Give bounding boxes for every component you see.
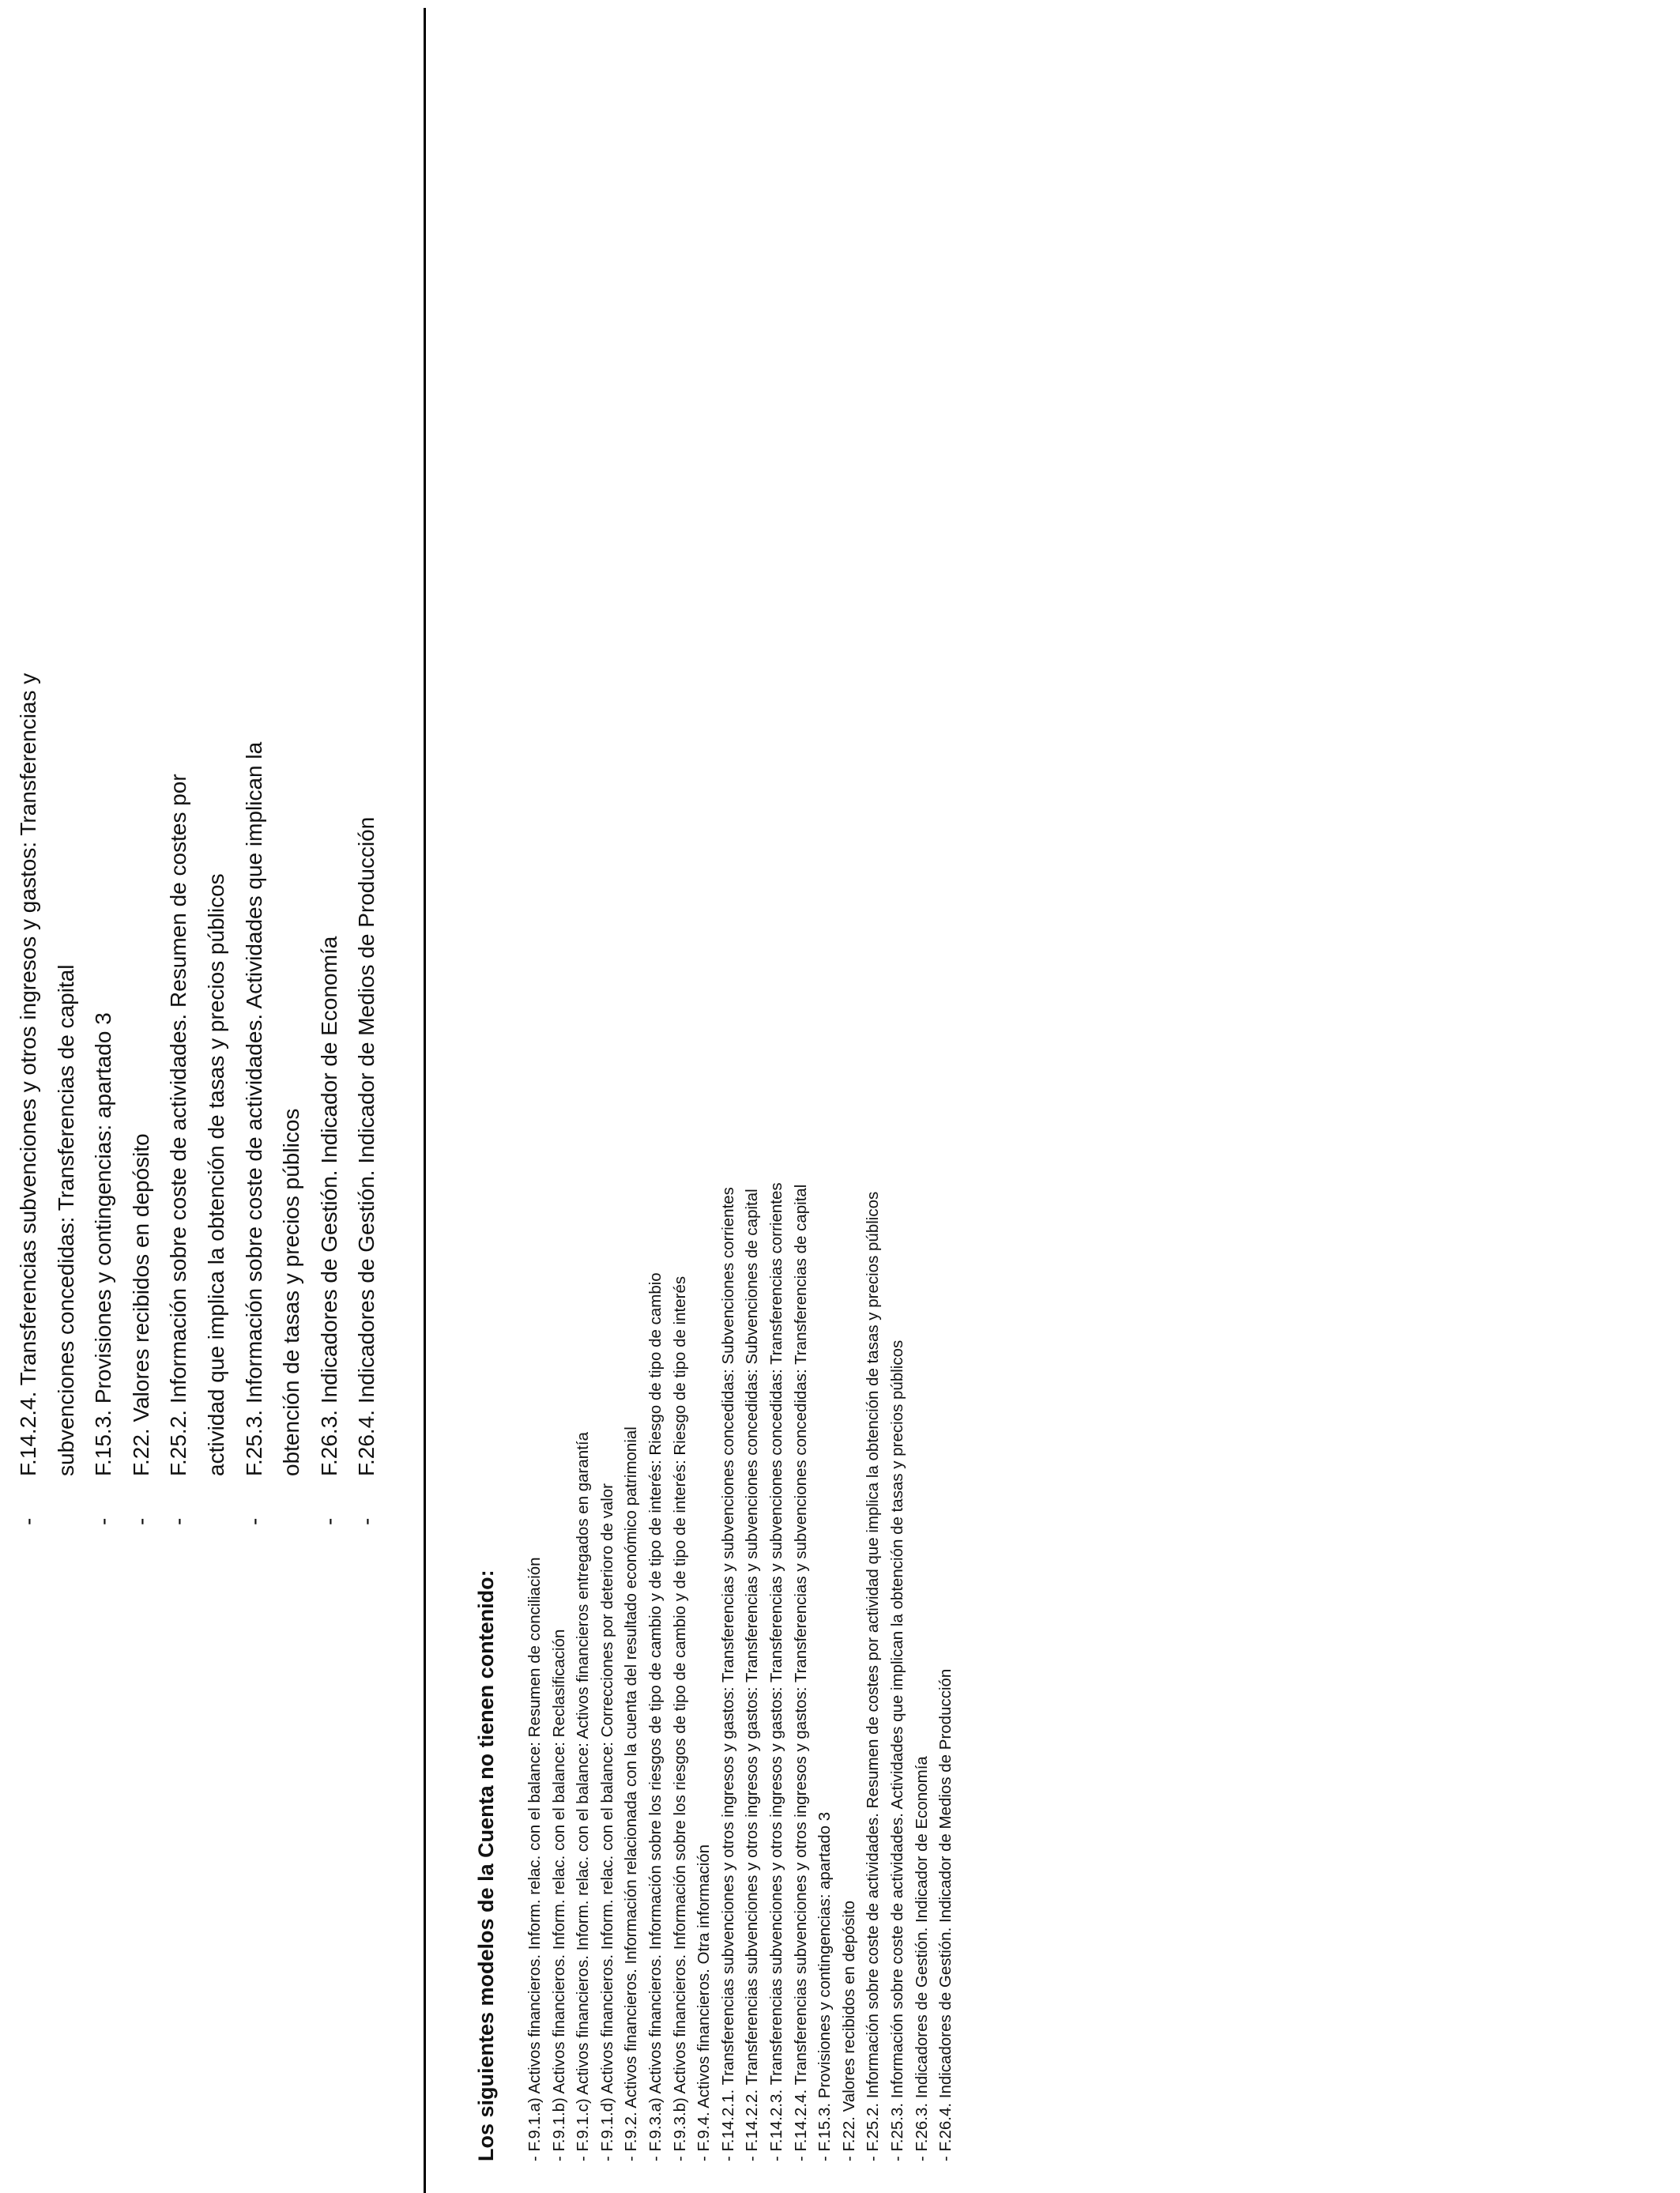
list-item: - F.9.1.b) Activos financieros. Inform. relac. con el balance: Reclasificación: [549, 1629, 568, 2161]
section-title: Los siguientes modelos de la Cuenta no tienen contenido:: [474, 1569, 498, 2161]
list-item: - F.14.2.1. Transferencias subvenciones y otros ingresos y gastos: Transferencias y subvenciones concedidas: Subvenciones corrientes: [718, 1187, 737, 2161]
list-item: - F.22. Valores recibidos en depósito: [839, 1900, 858, 2161]
no-content-section: [473, 28, 959, 2161]
list-item: - F.9.3.a) Activos financieros. Información sobre los riesgos de tipo de cambio y de tipo de interés: Riesgo de tipo de cambio: [646, 1272, 665, 2161]
list-item: - F.14.2.4. Transferencias subvenciones y otros ingresos y gastos: Transferencias y subvenciones concedidas: Transferencias de capital: [791, 1184, 810, 2161]
list-item: - F.25.2. Información sobre coste de actividades. Resumen de costes por actividad que implica la obtención de tasas y precios públicos: [864, 1191, 883, 2161]
list-item: - F.9.2. Activos financieros. Información relacionada con la cuenta del resultado económico patrimonial: [622, 1426, 641, 2161]
list-item: - F.9.1.d) Activos financieros. Inform. relac. con el balance: Correcciones por deterioro de valor: [597, 1483, 616, 2161]
list-item: - F.22. Valores recibidos en depósito: [128, 1133, 153, 1525]
list-item: - F.26.3. Indicadores de Gestión. Indicador de Economía: [316, 936, 341, 1525]
list-item: - F.25.3. Información sobre coste de actividades. Actividades que implican la obtención de tasas y precios públicos: [241, 741, 304, 1525]
list-item: - F.9.3.b) Activos financieros. Información sobre los riesgos de tipo de cambio y de tipo de interés: Riesgo de tipo de interés: [670, 1275, 689, 2161]
list-item: - F.14.2.4. Transferencias subvenciones y otros ingresos y gastos: Transferencias y subvenciones concedidas: Transferencias de capital: [16, 673, 78, 1525]
list-item: - F.14.2.3. Transferencias subvenciones y otros ingresos y gastos: Transferencias y subvenciones concedidas: Transferencias corrientes: [767, 1182, 785, 2161]
section-divider-line: [424, 8, 426, 2193]
no-content-model-list: [523, 28, 959, 2161]
list-item: - F.14.2.2. Transferencias subvenciones y otros ingresos y gastos: Transferencias y subvenciones concedidas: Subvenciones de capital: [743, 1189, 762, 2161]
list-item: - F.25.3. Información sobre coste de actividades. Actividades que implican la obtención de tasas y precios públicos: [887, 1340, 906, 2161]
list-item: - F.15.3. Provisiones y contingencias: apartado 3: [816, 1811, 834, 2161]
list-item: - F.9.1.a) Activos financieros. Inform. relac. con el balance: Resumen de conciliación: [525, 1557, 544, 2161]
list-item: - F.9.4. Activos financieros. Otra información: [695, 1844, 714, 2161]
continued-model-list: [9, 24, 386, 1525]
list-item: - F.9.1.c) Activos financieros. Inform. relac. con el balance: Activos financieros entregados en garantía: [574, 1432, 593, 2161]
list-item: - F.15.3. Provisiones y contingencias: apartado 3: [91, 1012, 116, 1525]
list-item: - F.25.2. Información sobre coste de actividades. Resumen de costes por actividad que implica la obtención de tasas y precios públicos: [166, 774, 228, 1525]
list-item: - F.26.4. Indicadores de Gestión. Indicador de Medios de Producción: [354, 816, 379, 1525]
list-item: - F.26.3. Indicadores de Gestión. Indicador de Economía: [912, 1756, 931, 2161]
list-item: - F.26.4. Indicadores de Gestión. Indicador de Medios de Producción: [936, 1668, 955, 2161]
